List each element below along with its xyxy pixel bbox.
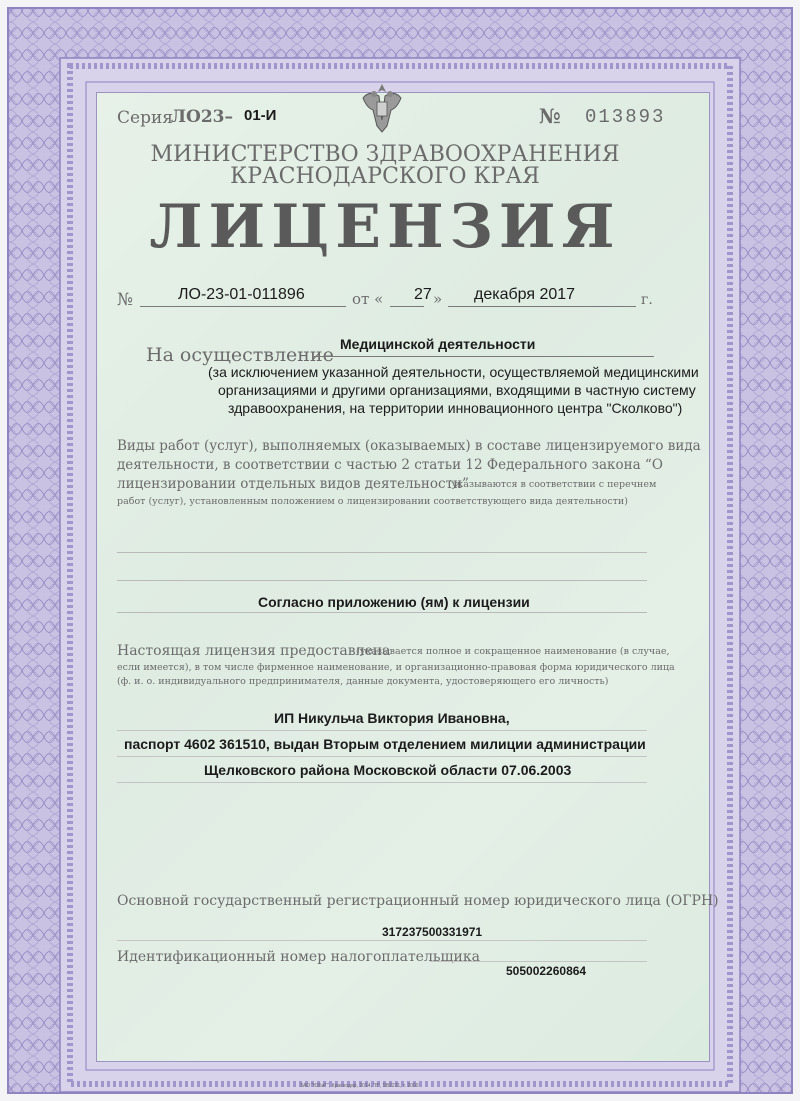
ogrn-label: Основной государственный регистрационный номер юридического лица (ОГРН) — [117, 893, 719, 909]
document-title: ЛИЦЕНЗИЯ — [149, 192, 621, 262]
granted-underline-2 — [117, 756, 647, 757]
granted-label: Настоящая лицензия предоставлена — [117, 643, 391, 659]
works-line-1: Виды работ (услуг), выполняемых (оказываемых) в составе лицензируемого вида — [117, 438, 701, 454]
works-small-line-3: (указываются в соответствии с перечнем — [448, 479, 657, 490]
granted-small-line-3: (ф. и. о. индивидуального предпринимателя, данные документа, удостоверяющего его личность) — [117, 676, 609, 687]
license-number: ЛО-23-01-011896 — [178, 286, 305, 303]
works-underline-1 — [117, 552, 647, 553]
series-suffix: 01-И — [244, 107, 277, 124]
works-small-line-4: работ (услуг), установленным положением о лицензировании соответствующего вида деятельности) — [117, 496, 628, 507]
series-label: Серия — [117, 108, 174, 128]
series-code: ЛО23– — [171, 107, 233, 127]
granted-small-line-1: (указывается полное и сокращенное наименование (в случае, — [356, 646, 670, 657]
activity-label: На осуществление — [146, 344, 334, 366]
granted-underline-1 — [117, 730, 647, 731]
activity-note-line-1: (за исключением указанной деятельности, осуществляемой медицинскими — [208, 364, 699, 380]
inn-underline — [430, 961, 647, 962]
works-line-3: лицензировании отдельных видов деятельности” — [117, 476, 469, 492]
from-label: от « — [352, 290, 384, 308]
works-underline-3 — [117, 612, 647, 613]
inn-value: 505002260864 — [506, 964, 587, 978]
printer-imprint: ЗАО "ЮБиГ", Краснодар, 2014, "В", 5В2231, т. 2000 — [300, 1083, 419, 1089]
works-line-2: деятельности, в соответствии с частью 2 статьи 12 Федерального закона “О — [117, 457, 663, 473]
licensee-name: ИП Никульча Виктория Ивановна, — [274, 710, 510, 726]
activity-note-line-2: организациями и другими организациями, входящими в частную систему — [218, 382, 696, 398]
ministry-line-2: КРАСНОДАРСКОГО КРАЯ — [230, 164, 540, 189]
granted-underline-3 — [117, 782, 647, 783]
license-no-label: № — [117, 290, 134, 310]
activity-note-line-3: здравоохранения, на территории инновационного центра "Сколково") — [228, 400, 683, 416]
inn-label: Идентификационный номер налогоплательщика — [117, 949, 480, 965]
number-sign: № — [539, 104, 561, 128]
works-underline-2 — [117, 580, 647, 581]
activity-value: Медицинской деятельности — [340, 336, 536, 352]
ministry-line-1: МИНИСТЕРСТВО ЗДРАВООХРАНЕНИЯ — [150, 142, 620, 167]
day-close: » — [433, 290, 443, 308]
licensee-passport-line-1: паспорт 4602 361510, выдан Вторым отделением милиции администрации — [124, 736, 646, 752]
year-suffix: г. — [641, 292, 653, 308]
ogrn-value: 317237500331971 — [382, 925, 483, 939]
date-underline — [448, 306, 636, 307]
day-underline — [390, 306, 424, 307]
license-month-year: декабря 2017 — [474, 286, 576, 303]
coat-of-arms-icon — [357, 80, 407, 136]
ogrn-underline — [117, 940, 647, 941]
license-day: 27 — [414, 286, 432, 303]
license-number-underline — [140, 306, 346, 307]
works-value: Согласно приложению (ям) к лицензии — [258, 594, 530, 610]
activity-underline — [314, 356, 654, 357]
licensee-passport-line-2: Щелковского района Московской области 07.06.2003 — [204, 762, 572, 778]
form-number: 013893 — [585, 106, 666, 128]
granted-small-line-2: если имеется), в том числе фирменное наименование, и организационно-правовая форма юридического лица — [117, 662, 675, 673]
